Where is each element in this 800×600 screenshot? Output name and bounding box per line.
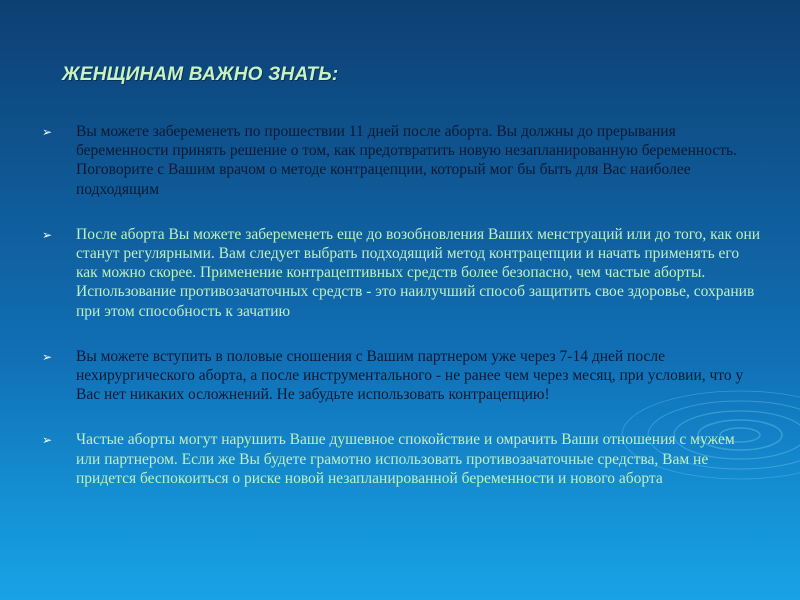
slide-title: ЖЕНЩИНАМ ВАЖНО ЗНАТЬ: — [62, 64, 339, 85]
bullet-text-1: Вы можете забеременеть по прошествии 11 дней после аборта. Вы должны до прерывания беременности принять решение о том, как предотвратить новую незапланированную беременность. Поговорите с Вашим врачом о методе контрацепции, который мог бы быть для Вас наиболее подходящим — [76, 123, 737, 198]
arrowhead-bullet-icon: ➢ — [42, 349, 53, 364]
bullet-item-1 — [42, 122, 762, 199]
bullet-text-2: После аборта Вы можете забеременеть еще до возобновления Ваших менструаций или до того, как они станут регулярными. Вам следует выбрать подходящий метод контрацепции и начать применять его как можно скорее. Применение контрацептивных средств более безопасно, чем частые аборты. Использование противозачаточных средств - это наилучший способ защитить свое здоровье, сохранив при этом способность к зачатию — [76, 225, 761, 320]
bullet-list — [42, 122, 762, 488]
bullet-item-4 — [42, 430, 762, 488]
arrowhead-bullet-icon: ➢ — [42, 433, 53, 448]
bullet-item-2 — [42, 225, 762, 321]
bullet-text-3: Вы можете вступить в половые сношения с Вашим партнером уже через 7-14 дней после нехирургического аборта, а после инструментального - не ранее чем через месяц, при условии, что у Вас нет никаких осложнений. Не забудьте использовать контрацепцию! — [76, 347, 744, 404]
bullet-text-4: Частые аборты могут нарушить Ваше душевное спокойствие и омрачить Ваши отношения с мужем или партнером. Если же Вы будете грамотно использовать противозачаточные средства, Вам не придется беспокоиться о риске новой незапланированной беременности и нового аборта — [76, 431, 735, 487]
bullet-item-3 — [42, 347, 762, 405]
arrowhead-bullet-icon: ➢ — [42, 227, 53, 242]
arrowhead-bullet-icon: ➢ — [42, 125, 53, 139]
